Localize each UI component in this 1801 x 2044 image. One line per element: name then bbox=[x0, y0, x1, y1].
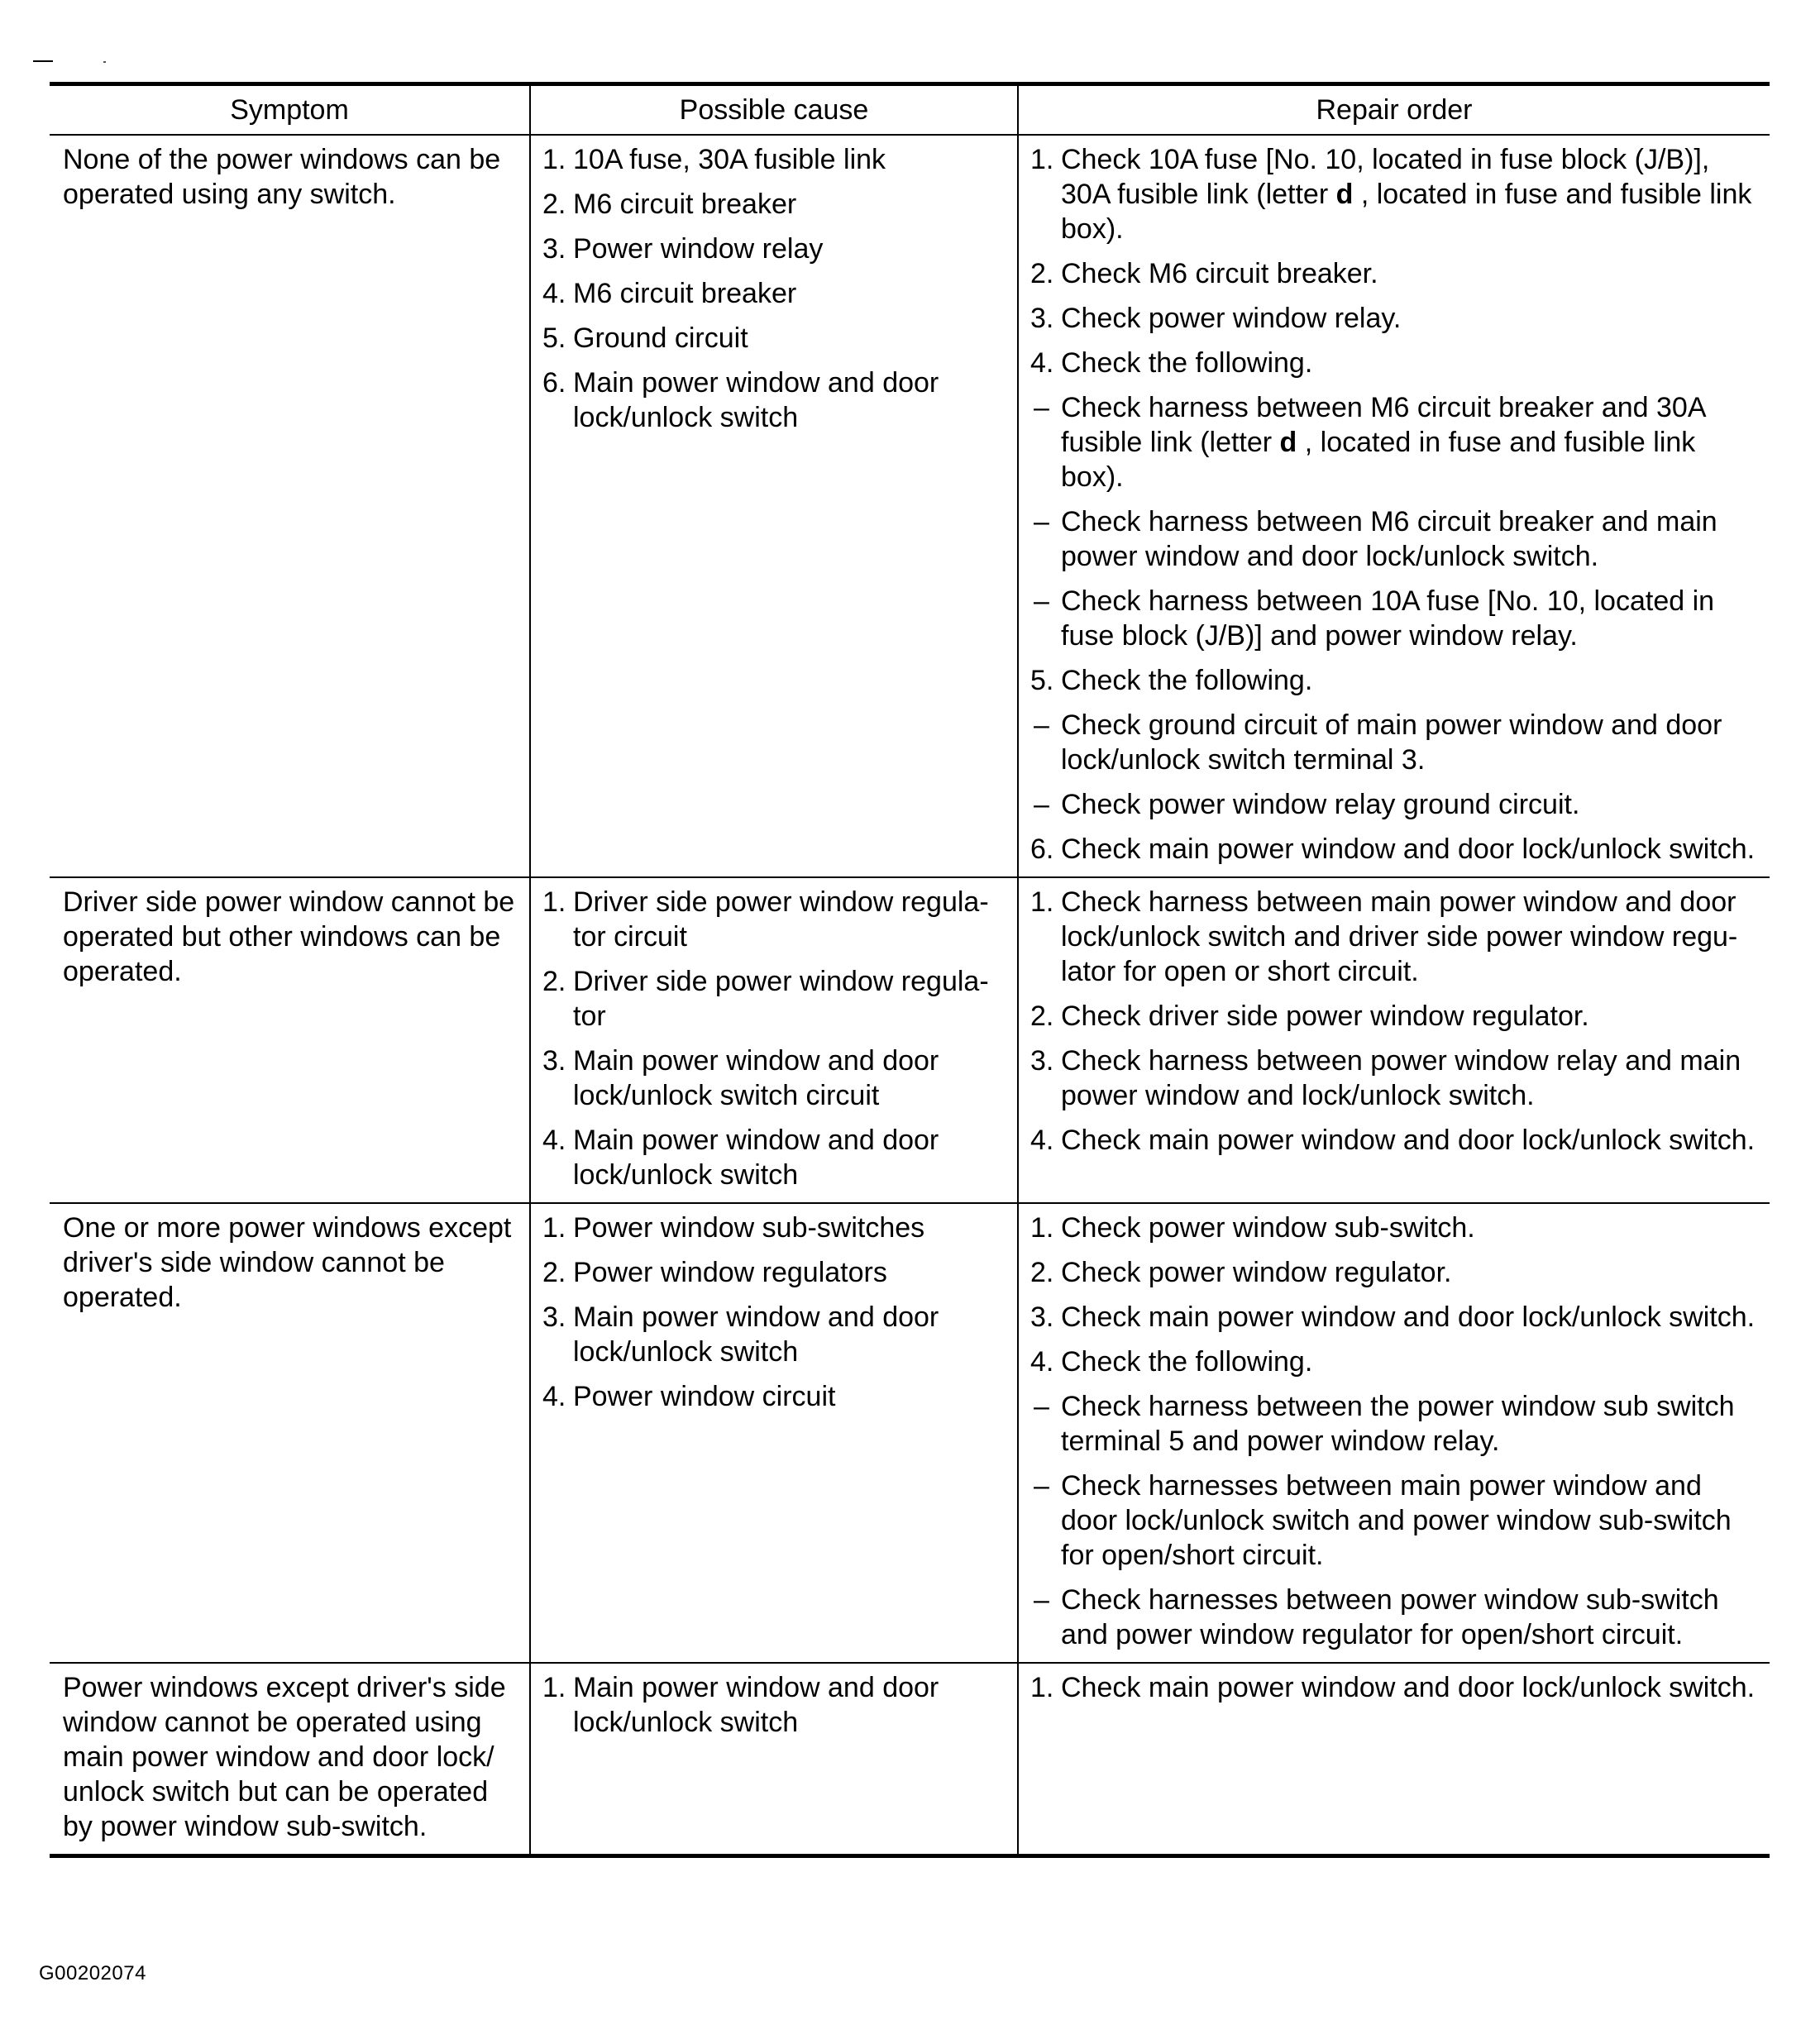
item-marker: 1. bbox=[542, 144, 566, 175]
item-text: Check main power window and door lock/unlock switch. bbox=[1061, 1672, 1756, 1703]
item-marker: 2. bbox=[1030, 258, 1054, 289]
item-marker: 5. bbox=[542, 322, 566, 354]
causes-list bbox=[542, 1670, 1006, 1740]
repairs-item bbox=[1030, 832, 1758, 867]
item-marker: – bbox=[1034, 1391, 1049, 1422]
repairs-item bbox=[1030, 390, 1758, 494]
repairs-item bbox=[1030, 999, 1758, 1034]
item-text: Check harnesses between power window sub-switch and power window regulator for open/short circuit. bbox=[1061, 1584, 1719, 1650]
item-marker: 4. bbox=[542, 278, 566, 309]
item-text: Main power window and door lock/unlock switch bbox=[573, 1672, 939, 1738]
causes-item bbox=[542, 321, 1006, 356]
item-text: Check harness between 10A fuse [No. 10, located in fuse block (J/B)] and power window relay. bbox=[1061, 585, 1715, 652]
repairs-item bbox=[1030, 708, 1758, 777]
fuse-letter: d bbox=[1279, 427, 1297, 458]
repairs-item bbox=[1030, 1670, 1758, 1705]
causes-item bbox=[542, 885, 1006, 954]
item-marker: – bbox=[1034, 506, 1049, 537]
causes-item bbox=[542, 276, 1006, 311]
header-symptom: Symptom bbox=[50, 84, 530, 136]
item-text: Check power window sub-switch. bbox=[1061, 1212, 1475, 1244]
cause-cell bbox=[530, 135, 1018, 877]
cause-cell bbox=[530, 877, 1018, 1203]
item-marker: 4. bbox=[542, 1381, 566, 1412]
causes-item bbox=[542, 1670, 1006, 1740]
item-marker: – bbox=[1034, 1470, 1049, 1502]
repairs-item bbox=[1030, 1300, 1758, 1335]
item-marker: – bbox=[1034, 392, 1049, 423]
causes-item bbox=[542, 1255, 1006, 1290]
item-marker: 4. bbox=[1030, 1125, 1054, 1156]
repairs-item bbox=[1030, 1469, 1758, 1573]
item-marker: 3. bbox=[1030, 303, 1054, 334]
table-row bbox=[50, 135, 1770, 877]
repairs-item bbox=[1030, 584, 1758, 653]
symptom-text: One or more power windows except driver's side window cannot be operated. bbox=[63, 1212, 512, 1313]
causes-item bbox=[542, 1300, 1006, 1369]
repairs-item bbox=[1030, 885, 1758, 989]
item-marker: 2. bbox=[1030, 1257, 1054, 1288]
item-text: Check harness between the power window sub switch terminal 5 and power window relay. bbox=[1061, 1391, 1735, 1457]
causes-item bbox=[542, 1123, 1006, 1192]
symptom-cell bbox=[50, 1203, 530, 1663]
causes-item bbox=[542, 187, 1006, 222]
item-text: M6 circuit breaker bbox=[573, 278, 797, 309]
item-marker: 2. bbox=[542, 966, 566, 997]
item-text: Check main power window and door lock/unlock switch. bbox=[1061, 1125, 1756, 1156]
item-marker: 4. bbox=[1030, 347, 1054, 379]
item-marker: 2. bbox=[1030, 1001, 1054, 1032]
item-text: Check 10A fuse [No. 10, located in fuse block (J/B)], 30A fusible link (letter bbox=[1061, 144, 1710, 210]
item-text: Check harness between main power window and door lock/unlock switch and driver side power window regu-lator for open or short circuit. bbox=[1061, 886, 1738, 987]
item-marker: 6. bbox=[1030, 833, 1054, 865]
repairs-item bbox=[1030, 1583, 1758, 1652]
item-text: Main power window and door lock/unlock switch circuit bbox=[573, 1045, 939, 1111]
repairs-item bbox=[1030, 504, 1758, 574]
item-marker: – bbox=[1034, 789, 1049, 820]
item-text: Driver side power window regula-tor bbox=[573, 966, 989, 1032]
repairs-item bbox=[1030, 1043, 1758, 1113]
table-row bbox=[50, 877, 1770, 1203]
item-marker: 3. bbox=[542, 233, 566, 265]
item-marker: 1. bbox=[1030, 144, 1054, 175]
repairs-item bbox=[1030, 1211, 1758, 1245]
item-marker: – bbox=[1034, 1584, 1049, 1616]
header-repair-order: Repair order bbox=[1018, 84, 1770, 136]
item-text: Check harnesses between main power window and door lock/unlock switch and power window sub-switch for open/short circuit. bbox=[1061, 1470, 1732, 1571]
item-marker: 3. bbox=[542, 1045, 566, 1077]
item-text: Power window sub-switches bbox=[573, 1212, 925, 1244]
cause-cell bbox=[530, 1203, 1018, 1663]
item-marker: 1. bbox=[542, 1212, 566, 1244]
repairs-item bbox=[1030, 787, 1758, 822]
item-marker: 1. bbox=[1030, 1672, 1054, 1703]
table-row bbox=[50, 1203, 1770, 1663]
repair-cell bbox=[1018, 1663, 1770, 1856]
item-text: Check power window relay. bbox=[1061, 303, 1402, 334]
causes-item bbox=[542, 964, 1006, 1034]
cause-cell bbox=[530, 1663, 1018, 1856]
causes-list bbox=[542, 142, 1006, 435]
repairs-list bbox=[1030, 1670, 1758, 1705]
item-text: Check power window regulator. bbox=[1061, 1257, 1452, 1288]
item-text: Check the following. bbox=[1061, 665, 1313, 696]
item-marker: – bbox=[1034, 585, 1049, 617]
item-marker: 6. bbox=[542, 367, 566, 399]
item-text: Check driver side power window regulator. bbox=[1061, 1001, 1589, 1032]
causes-item bbox=[542, 1379, 1006, 1414]
item-text: Check main power window and door lock/unlock switch. bbox=[1061, 833, 1756, 865]
repairs-item bbox=[1030, 1344, 1758, 1379]
item-text: Check ground circuit of main power window and door lock/unlock switch terminal 3. bbox=[1061, 709, 1722, 776]
item-marker: 2. bbox=[542, 189, 566, 220]
repair-cell bbox=[1018, 877, 1770, 1203]
causes-item bbox=[542, 232, 1006, 266]
item-text-cont: , located in fuse and fusible link box). bbox=[1061, 427, 1696, 493]
item-text-cont: , located in fuse and fusible link box). bbox=[1061, 179, 1752, 245]
item-text: Power window circuit bbox=[573, 1381, 836, 1412]
item-text: 10A fuse, 30A fusible link bbox=[573, 144, 886, 175]
item-text: Check the following. bbox=[1061, 347, 1313, 379]
troubleshooting-table bbox=[50, 82, 1770, 1858]
item-text: Check harness between M6 circuit breaker and 30A fusible link (letter bbox=[1061, 392, 1705, 458]
repairs-item bbox=[1030, 1389, 1758, 1459]
item-text: Check main power window and door lock/unlock switch. bbox=[1061, 1301, 1756, 1333]
item-text: Power window regulators bbox=[573, 1257, 887, 1288]
item-text: Check harness between power window relay and main power window and lock/unlock switch. bbox=[1061, 1045, 1741, 1111]
causes-item bbox=[542, 142, 1006, 177]
fuse-letter: d bbox=[1335, 179, 1354, 210]
repairs-list bbox=[1030, 885, 1758, 1158]
symptom-text: Power windows except driver's side window cannot be operated using main power window and door lock/ unlock switch but can be operated by power window sub-switch. bbox=[63, 1672, 506, 1842]
item-text: Check power window relay ground circuit. bbox=[1061, 789, 1580, 820]
item-marker: 1. bbox=[542, 886, 566, 918]
item-marker: 2. bbox=[542, 1257, 566, 1288]
symptom-cell bbox=[50, 877, 530, 1203]
item-marker: 1. bbox=[542, 1672, 566, 1703]
item-marker: 4. bbox=[1030, 1346, 1054, 1378]
repair-cell bbox=[1018, 135, 1770, 877]
causes-item bbox=[542, 365, 1006, 435]
item-marker: 3. bbox=[542, 1301, 566, 1333]
item-marker: 3. bbox=[1030, 1045, 1054, 1077]
repairs-item bbox=[1030, 256, 1758, 291]
item-text: Check M6 circuit breaker. bbox=[1061, 258, 1378, 289]
symptom-text: Driver side power window cannot be operated but other windows can be operated. bbox=[63, 886, 515, 987]
item-marker: 1. bbox=[1030, 886, 1054, 918]
scan-mark bbox=[33, 60, 53, 62]
item-text: Power window relay bbox=[573, 233, 824, 265]
item-marker: 3. bbox=[1030, 1301, 1054, 1333]
item-text: M6 circuit breaker bbox=[573, 189, 797, 220]
item-text: Check harness between M6 circuit breaker and main power window and door lock/unlock switch. bbox=[1061, 506, 1717, 572]
item-text: Main power window and door lock/unlock switch bbox=[573, 367, 939, 433]
item-text: Check the following. bbox=[1061, 1346, 1313, 1378]
item-text: Driver side power window regula-tor circuit bbox=[573, 886, 989, 953]
repairs-list bbox=[1030, 1211, 1758, 1652]
header-row bbox=[50, 84, 1770, 136]
repair-cell bbox=[1018, 1203, 1770, 1663]
repairs-item bbox=[1030, 346, 1758, 380]
repairs-item bbox=[1030, 142, 1758, 246]
item-marker: 1. bbox=[1030, 1212, 1054, 1244]
scan-speck bbox=[103, 61, 106, 63]
item-marker: – bbox=[1034, 709, 1049, 741]
table-row bbox=[50, 1663, 1770, 1856]
item-text: Main power window and door lock/unlock switch bbox=[573, 1125, 939, 1191]
causes-list bbox=[542, 1211, 1006, 1414]
item-text: Main power window and door lock/unlock switch bbox=[573, 1301, 939, 1368]
repairs-list bbox=[1030, 142, 1758, 867]
item-marker: 4. bbox=[542, 1125, 566, 1156]
item-marker: 5. bbox=[1030, 665, 1054, 696]
repairs-item bbox=[1030, 663, 1758, 698]
causes-item bbox=[542, 1211, 1006, 1245]
causes-item bbox=[542, 1043, 1006, 1113]
symptom-text: None of the power windows can be operated using any switch. bbox=[63, 144, 501, 210]
repairs-item bbox=[1030, 1123, 1758, 1158]
item-text: Ground circuit bbox=[573, 322, 748, 354]
causes-list bbox=[542, 885, 1006, 1192]
repairs-item bbox=[1030, 301, 1758, 336]
symptom-cell bbox=[50, 1663, 530, 1856]
figure-id: G00202074 bbox=[39, 1962, 146, 1984]
symptom-cell bbox=[50, 135, 530, 877]
repairs-item bbox=[1030, 1255, 1758, 1290]
header-possible-cause: Possible cause bbox=[530, 84, 1018, 136]
